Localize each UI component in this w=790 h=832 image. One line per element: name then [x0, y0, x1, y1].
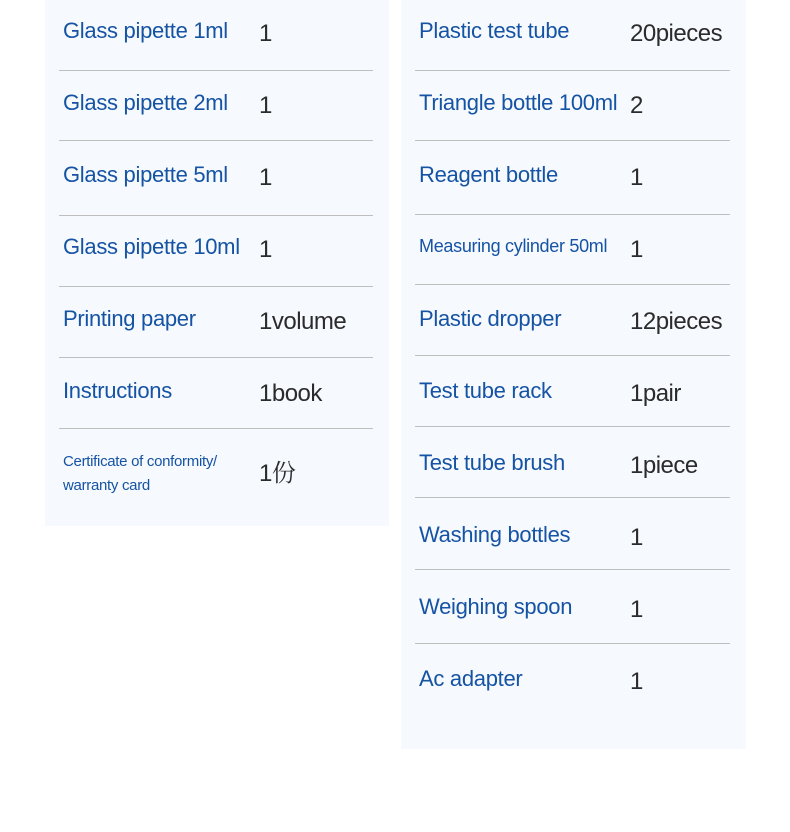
divider — [415, 355, 730, 356]
item-quantity: 1 — [259, 236, 272, 263]
divider — [59, 70, 373, 71]
item-name: Triangle bottle 100ml — [419, 90, 618, 115]
item-name: Instructions — [63, 378, 172, 403]
item-quantity: 1 — [630, 596, 643, 623]
item-name: Test tube brush — [419, 450, 565, 475]
item-name: Washing bottles — [419, 522, 571, 547]
item-name: Ac adapter — [419, 666, 523, 691]
item-quantity: 20pieces — [630, 20, 723, 47]
item-quantity: 12pieces — [630, 308, 723, 335]
list-item — [415, 450, 730, 497]
item-name: Glass pipette 10ml — [63, 234, 240, 259]
item-name: Measuring cylinder 50ml — [419, 236, 608, 256]
list-item — [415, 378, 730, 426]
item-name: Reagent bottle — [419, 162, 558, 187]
item-name: Certificate of conformity/ warranty card — [63, 453, 217, 494]
list-item — [415, 666, 730, 706]
item-quantity: 1 — [259, 92, 272, 119]
item-name: Plastic dropper — [419, 306, 562, 331]
divider — [59, 215, 373, 216]
item-name: Plastic test tube — [419, 18, 570, 43]
item-name: Glass pipette 5ml — [63, 162, 228, 187]
list-item — [415, 162, 730, 214]
item-quantity: 1book — [259, 380, 322, 407]
item-quantity: 2 — [630, 92, 643, 119]
item-name: Test tube rack — [419, 378, 552, 403]
item-quantity: 1 — [259, 164, 272, 191]
item-name: Glass pipette 2ml — [63, 90, 228, 115]
list-item — [415, 234, 730, 284]
divider — [59, 140, 373, 141]
list-item — [415, 90, 730, 140]
item-quantity: 1份 — [259, 460, 296, 487]
list-item — [415, 306, 730, 355]
item-name: Weighing spoon — [419, 594, 573, 619]
list-item — [59, 306, 373, 357]
divider — [59, 428, 373, 429]
list-item — [59, 234, 373, 286]
item-quantity: 1piece — [630, 452, 698, 479]
packing-list-left — [45, 0, 389, 526]
item-quantity: 1volume — [259, 308, 347, 335]
item-quantity: 1 — [630, 164, 643, 191]
item-quantity: 1 — [259, 20, 272, 47]
divider — [415, 70, 730, 71]
item-name: Printing paper — [63, 306, 196, 331]
item-name: Glass pipette 1ml — [63, 18, 228, 43]
list-item — [415, 522, 730, 569]
item-quantity: 1 — [630, 524, 643, 551]
list-item — [59, 162, 373, 215]
list-item — [59, 378, 373, 428]
list-item — [415, 594, 730, 643]
divider — [415, 569, 730, 570]
divider — [415, 284, 730, 285]
list-item — [59, 90, 373, 140]
list-item — [59, 18, 373, 70]
divider — [415, 643, 730, 644]
packing-list-right — [401, 0, 746, 749]
divider — [59, 357, 373, 358]
divider — [415, 426, 730, 427]
divider — [415, 140, 730, 141]
item-quantity: 1 — [630, 668, 643, 695]
divider — [415, 214, 730, 215]
list-item — [59, 450, 373, 500]
list-item — [415, 18, 730, 70]
item-quantity: 1pair — [630, 380, 681, 407]
item-quantity: 1 — [630, 236, 643, 263]
divider — [415, 497, 730, 498]
divider — [59, 286, 373, 287]
